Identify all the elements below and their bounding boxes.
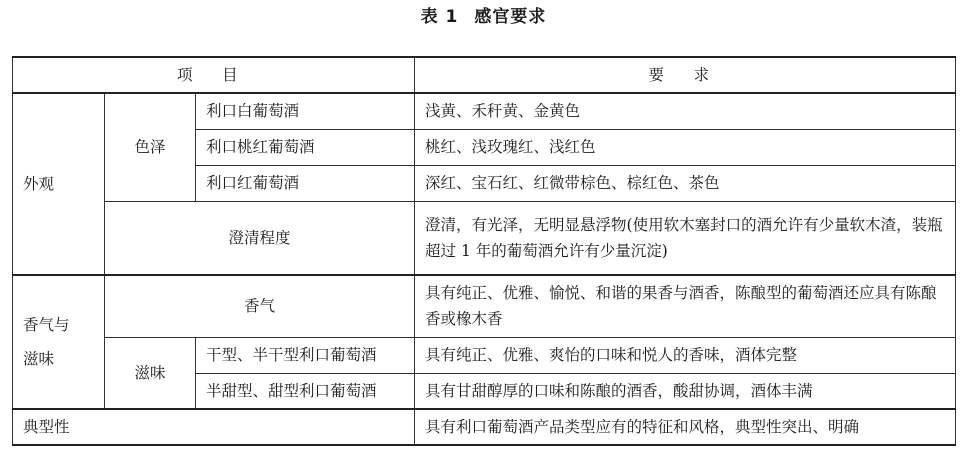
requirement-cell: 具有纯正、优雅、爽怡的口味和悦人的香味，酒体完整 [415, 337, 956, 373]
table-row [13, 275, 956, 337]
item-cell: 干型、半干型利口葡萄酒 [196, 337, 415, 373]
item-cell: 利口红葡萄酒 [196, 165, 415, 201]
requirement-cell: 具有甘甜醇厚的口味和陈酿的酒香，酸甜协调，酒体丰满 [415, 373, 956, 409]
group-appearance: 外观 [13, 93, 105, 275]
aroma-label: 香气 [105, 275, 415, 337]
group-aroma-taste-line1: 香气与 [23, 316, 70, 334]
requirement-cell: 澄清，有光泽，无明显悬浮物(使用软木塞封口的酒允许有少量软木渣，装瓶超过 1 年的葡萄酒允许有少量沉淀) [415, 201, 956, 275]
requirement-cell: 浅黄、禾秆黄、金黄色 [415, 93, 956, 129]
group-aroma-taste [13, 275, 105, 409]
requirement-cell: 桃红、浅玫瑰红、浅红色 [415, 129, 956, 165]
table-caption [0, 4, 967, 30]
taste-label: 滋味 [105, 337, 196, 409]
item-cell: 半甜型、甜型利口葡萄酒 [196, 373, 415, 409]
header-requirement: 要 求 [415, 57, 956, 93]
table-header-row [13, 57, 956, 93]
table-row [13, 409, 956, 445]
clarity-label: 澄清程度 [105, 201, 415, 275]
header-item: 项 目 [13, 57, 415, 93]
color-label: 色泽 [105, 93, 196, 201]
table-row [13, 337, 956, 373]
requirement-cell: 具有纯正、优雅、愉悦、和谐的果香与酒香，陈酿型的葡萄酒还应具有陈酿香或橡木香 [415, 275, 956, 337]
sensory-requirements-table [12, 56, 956, 446]
item-cell: 利口白葡萄酒 [196, 93, 415, 129]
table-row [13, 93, 956, 129]
table-title: 感官要求 [474, 7, 547, 27]
requirement-cell: 具有利口葡萄酒产品类型应有的特征和风格，典型性突出、明确 [415, 409, 956, 445]
item-cell: 利口桃红葡萄酒 [196, 129, 415, 165]
table-row [13, 201, 956, 275]
typicality-label: 典型性 [13, 409, 415, 445]
requirement-cell: 深红、宝石红、红微带棕色、棕红色、茶色 [415, 165, 956, 201]
table-number: 表 1 [420, 7, 459, 27]
group-aroma-taste-line2: 滋味 [23, 350, 55, 368]
